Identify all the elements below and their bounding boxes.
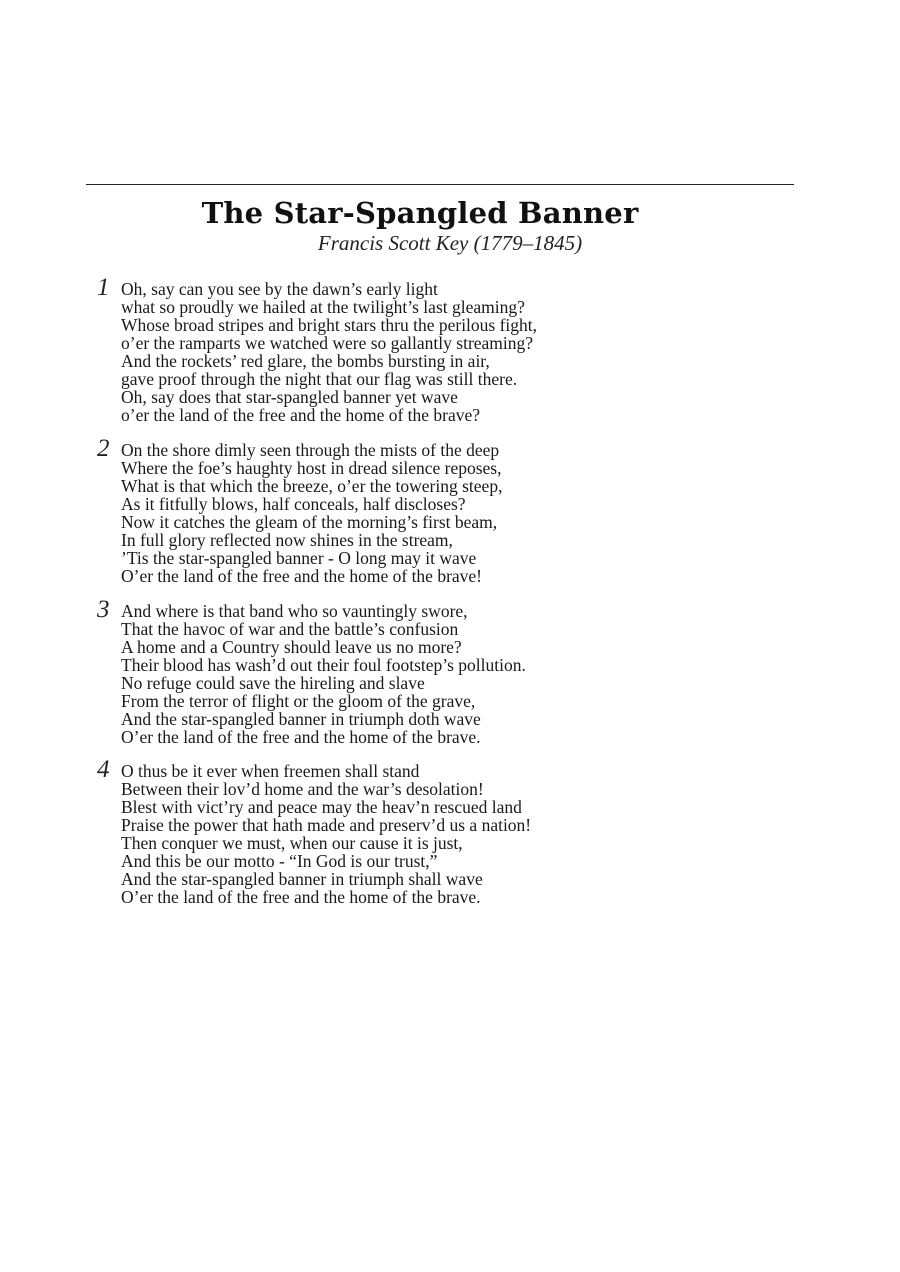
poem-line: Whose broad stripes and bright stars thru the perilous fight, [121,315,538,335]
poem-line: And the star-spangled banner in triumph doth wave [121,709,481,729]
poem-line: Praise the power that hath made and preserv’d us a nation! [121,815,532,835]
poem-line: And this be our motto - “In God is our trust,” [121,851,438,871]
stanza-3 [97,596,717,747]
poem-line: What is that which the breeze, o’er the towering steep, [121,476,503,496]
poem-line: A home and a Country should leave us no more? [121,637,462,657]
poem-line: In full glory reflected now shines in the stream, [121,530,453,550]
stanza-4 [97,756,717,907]
poem-author: Francis Scott Key (1779–1845) [317,231,583,255]
poem-line: what so proudly we hailed at the twilight’s last gleaming? [121,297,525,317]
poem-line: o’er the land of the free and the home of the brave? [121,405,481,425]
poem-line: O thus be it ever when freemen shall stand [121,761,420,781]
poem-line: o’er the ramparts we watched were so gallantly streaming? [121,333,534,353]
poem-line: Blest with vict’ry and peace may the heav’n rescued land [121,797,522,817]
poem-title: The Star-Spangled Banner [201,196,639,230]
poem-line: And where is that band who so vauntingly swore, [121,601,468,621]
poem-line: Then conquer we must, when our cause it is just, [121,833,463,853]
poem-line: From the terror of flight or the gloom of the grave, [121,691,476,711]
poem-line: Oh, say can you see by the dawn’s early light [121,279,438,299]
poem-line: ’Tis the star-spangled banner - O long may it wave [121,548,477,568]
stanza-number: 4 [97,756,110,783]
poem-line: No refuge could save the hireling and slave [121,673,425,693]
stanza-number: 1 [97,274,110,301]
poem-line: Their blood has wash’d out their foul footstep’s pollution. [121,655,526,675]
stanza-number: 3 [97,596,110,623]
stanza-2 [97,435,717,586]
poem-line: As it fitfully blows, half conceals, half discloses? [121,494,466,514]
poem-line: On the shore dimly seen through the mists of the deep [121,440,500,460]
poem-line: Where the foe’s haughty host in dread silence reposes, [121,458,502,478]
stanza-number: 2 [97,435,110,462]
poem-line: O’er the land of the free and the home of the brave. [121,887,481,907]
poem-line: O’er the land of the free and the home of the brave. [121,727,481,747]
poem-line: Oh, say does that star-spangled banner yet wave [121,387,458,407]
poem-line: O’er the land of the free and the home of the brave! [121,566,483,586]
poem-line: That the havoc of war and the battle’s confusion [121,619,459,639]
stanza-1 [97,274,717,425]
poem-line: Now it catches the gleam of the morning’s first beam, [121,512,498,532]
poem-line: And the rockets’ red glare, the bombs bursting in air, [121,351,490,371]
poem-line: gave proof through the night that our flag was still there. [121,369,518,389]
title-rule [86,184,794,185]
poem-line: And the star-spangled banner in triumph shall wave [121,869,483,889]
poem-line: Between their lov’d home and the war’s desolation! [121,779,484,799]
